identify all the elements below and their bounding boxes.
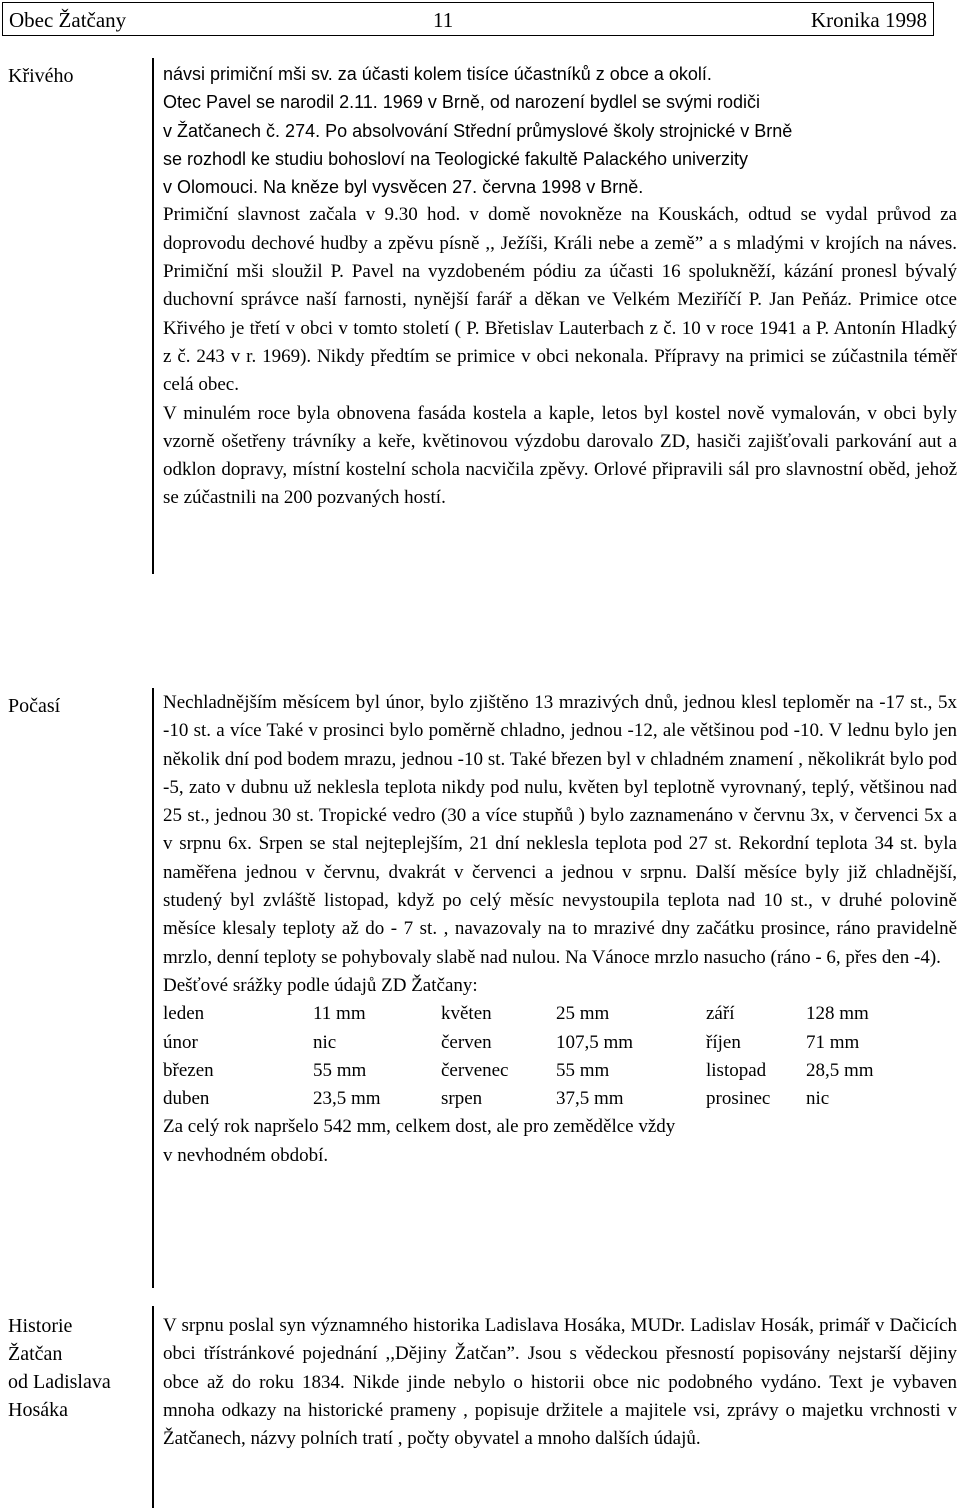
church-paragraph: V minulém roce byla obnovena fasáda kostela a kaple, letos byl kostel nově vymalován, v obci byly vzorně ošetřeny trávníky a keře, květinovou výzdobu darovalo ZD, hasiči zajišťovali parkování aut a odklon dopravy, místní kostelní schola nacvičila zpěvy. Orlové připravili sál pro slavnostní oběd, jehož se zúčastnili na 200 pozvaných hostí. xyxy=(163,402,957,509)
page-number: 11 xyxy=(433,8,454,32)
section-label-krive: Křivého xyxy=(8,65,74,87)
rain-value: 25 mm xyxy=(556,1003,610,1025)
label-line: od Ladislava xyxy=(8,1371,111,1393)
intro-line: v Olomouci. Na kněze byl vysvěcen 27. června 1998 v Brně. xyxy=(163,177,644,198)
rain-month: prosinec xyxy=(706,1088,771,1110)
section-text-krive xyxy=(163,60,957,513)
rain-month: září xyxy=(706,1003,735,1025)
rain-value: 11 mm xyxy=(313,1003,366,1025)
rain-value: 55 mm xyxy=(313,1059,367,1081)
rain-month: leden xyxy=(163,1003,205,1025)
intro-line: Otec Pavel se narodil 2.11. 1969 v Brně, od narození bydlel se svými rodiči xyxy=(163,92,760,113)
intro-lines xyxy=(163,60,957,201)
rain-month: duben xyxy=(163,1088,210,1110)
rain-value: 128 mm xyxy=(806,1003,869,1025)
rain-value: nic xyxy=(313,1031,337,1053)
rain-value: 23,5 mm xyxy=(313,1088,381,1110)
intro-line: se rozhodl ke studiu bohosloví na Teologické fakultě Palackého univerzity xyxy=(163,148,749,169)
rain-month: květen xyxy=(441,1003,492,1025)
rain-row xyxy=(163,1000,874,1028)
section-rule-pocasi xyxy=(152,688,154,1288)
rain-month: březen xyxy=(163,1059,214,1081)
rain-month: říjen xyxy=(706,1031,741,1053)
rain-total-line: v nevhodném období. xyxy=(163,1144,329,1166)
chronicle-year: Kronika 1998 xyxy=(810,8,927,32)
page-header xyxy=(2,2,934,36)
weather-paragraph: Nechladnějším měsícem byl únor, bylo zjištěno 13 mrazivých dnů, jednou klesl teploměr na -17 st., 5x -10 st. a více Také v prosinci bylo poměrně chladno, jednou -12, ale většinou pod -10. V lednu bylo jen několik dní pod bodem mrazu, jednou -10 st. Také březen byl v chladném znamení , několikrát bylo pod -5, zato v dubnu už neklesla teplota nikdy pod nulu, květen byl teplotně vyrovnaný, teplý, většinou nad 25 st., jednou 30 st. Tropické vedro (30 a více stupňů ) bylo zaznamenáno v červnu 3x, v červenci 5x a v srpnu 6x. Srpen se stal nejteplejším, 21 dní neklesla teplota pod 27 st. Rekordní teplota 34 st. byla naměřena jednou v červnu, dvakrát v červenci a jednou v srpnu. Další měsíce byly již chladnější, studený byl zvláště listopad, když po celý měsíc nevystoupila teplota nad 10 st., v druhé polovině měsíce klesaly teploty až do - 7 st. , navazovaly na to mrazivé dny začátku prosince, ráno pravidelně mrzlo, denní teploty se pohybovaly slabě nad nulou. Na Vánoce mrzlo nasucho (ráno - 6, přes den -4). xyxy=(163,692,957,968)
rain-row xyxy=(163,1085,874,1113)
rain-value: 107,5 mm xyxy=(556,1031,634,1053)
rain-value: 71 mm xyxy=(806,1031,860,1053)
rain-title: Dešťové srážky podle údajů ZD Žatčany: xyxy=(163,974,478,996)
intro-line: v Žatčanech č. 274. Po absolvování Střední průmyslové školy strojnické v Brně xyxy=(163,120,793,141)
label-line: Žatčan xyxy=(8,1343,63,1365)
rain-value: 55 mm xyxy=(556,1059,610,1081)
rain-row xyxy=(163,1029,874,1057)
label-line: Hosáka xyxy=(8,1399,68,1421)
rain-month: červenec xyxy=(441,1059,509,1081)
section-text-pocasi xyxy=(163,689,957,1170)
rain-value: 37,5 mm xyxy=(556,1088,624,1110)
rain-table xyxy=(163,1000,874,1113)
section-label-pocasi: Počasí xyxy=(8,695,61,717)
rain-month: únor xyxy=(163,1031,198,1053)
section-text-historie xyxy=(163,1312,957,1453)
rain-value: nic xyxy=(806,1088,830,1110)
section-rule-historie xyxy=(152,1306,154,1508)
section-rule-krive xyxy=(152,58,154,574)
rain-month: listopad xyxy=(706,1059,767,1081)
rain-month: červen xyxy=(441,1031,492,1053)
rain-value: 28,5 mm xyxy=(806,1059,874,1081)
history-paragraph: V srpnu poslal syn významného historika Ladislava Hosáka, MUDr. Ladislav Hosák, primář v Dačicích obci třístránkové pojednání ,,Dějiny Žatčan”. Jsou s vědeckou přesností popisovány nejstarší dějiny obce až do roku 1834. Nikde jinde nebylo o historii obce nic podobného vydáno. Text je vybaven mnoha odkazy na historické prameny , popisuje držitele a majitele vsi, zprávy o majetku vrchnosti v Žatčanech, názvy polních tratí , počty obyvatel a mnoho dalších údajů. xyxy=(163,1315,957,1450)
header-title: Obec Žatčany xyxy=(9,8,127,32)
section-label-historie xyxy=(8,1312,148,1424)
rain-row xyxy=(163,1057,874,1085)
primice-paragraph: Primiční slavnost začala v 9.30 hod. v domě novokněze na Kouskách, odtud se vydal průvod za doprovodu dechové hudby a zpěvu písně ,, Ježíši, Králi nebe a země” a s mladými v krojích na náves. Primiční mši sloužil P. Pavel na vyzdobeném pódiu za účasti 16 spolukněží, kázání pronesl bývalý duchovní správce naší farnosti, nynější farář a děkan ve Velkém Meziříčí P. Jan Peňáz. Primice otce Křivého je třetí v obci v tomto století ( P. Břetislav Lauterbach z č. 10 v roce 1941 a P. Antonín Hladký z č. 243 v r. 1969). Nikdy předtím se primice v obci nekonala. Přípravy na primici se zúčastnila téměř celá obec. xyxy=(163,204,957,396)
label-line: Historie xyxy=(8,1315,73,1337)
rain-total-line: Za celý rok napršelo 542 mm, celkem dost, ale pro zemědělce vždy xyxy=(163,1116,676,1138)
intro-line: návsi primiční mši sv. za účasti kolem tisíce účastníků z obce a okolí. xyxy=(163,64,712,84)
rain-month: srpen xyxy=(441,1088,483,1110)
